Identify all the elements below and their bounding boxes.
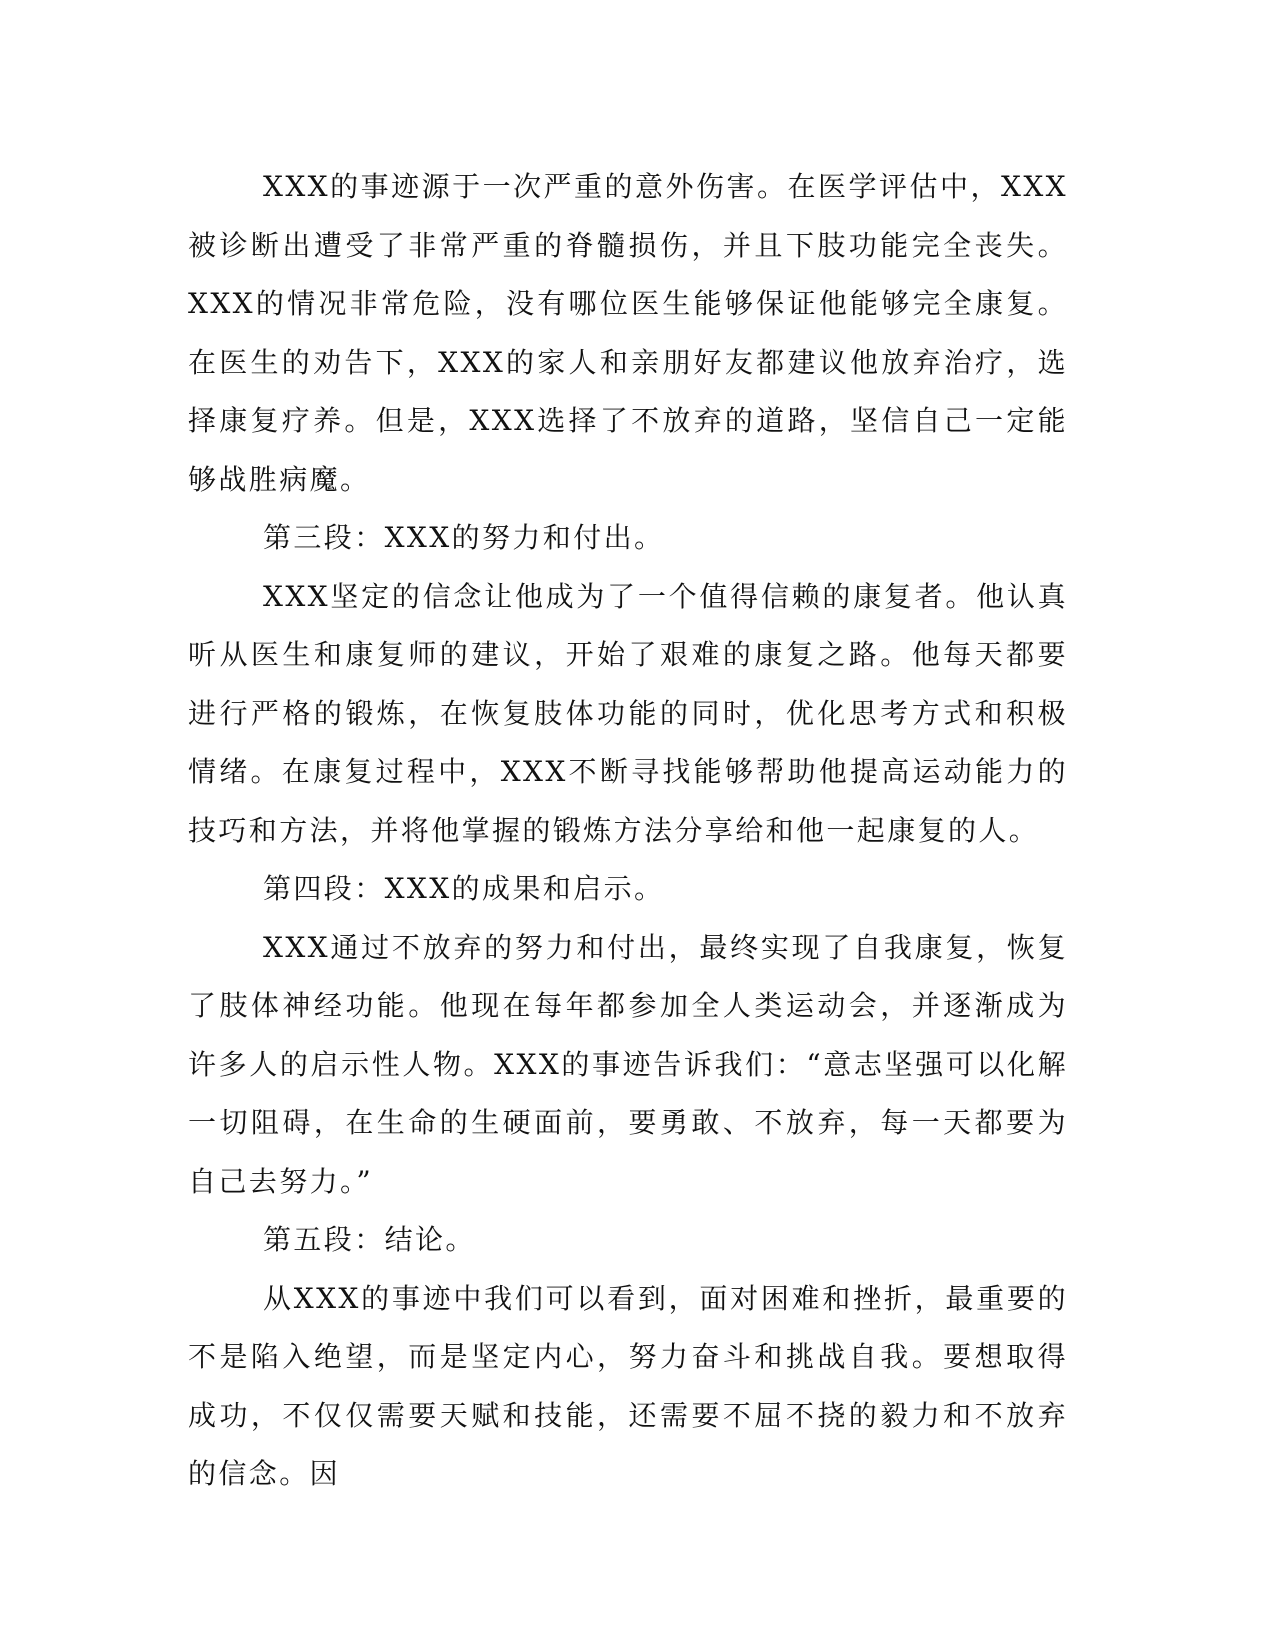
paragraph-incident: XXX的事迹源于一次严重的意外伤害。在医学评估中，XXX被诊断出遭受了非常严重的脊髓损伤，并且下肢功能完全丧失。XXX的情况非常危险，没有哪位医生能够保证他能够完全康复。在医生的劝告下，XXX的家人和亲朋好友都建议他放弃治疗，选择康复疗养。但是，XXX选择了不放弃的道路，坚信自己一定能够战胜病魔。 xyxy=(188,170,1068,496)
section-heading-3: 第三段：XXX的努力和付出。 xyxy=(263,521,665,554)
paragraph-conclusion: 从XXX的事迹中我们可以看到，面对困难和挫折，最重要的不是陷入绝望，而是坚定内心，努力奋斗和挑战自我。要想取得成功，不仅仅需要天赋和技能，还需要不屈不挠的毅力和不放弃的信念。因 xyxy=(188,1281,1068,1490)
section-heading-4: 第四段：XXX的成果和启示。 xyxy=(263,872,665,905)
section-heading-5: 第五段：结论。 xyxy=(263,1223,476,1256)
paragraph-results: XXX通过不放弃的努力和付出，最终实现了自我康复，恢复了肢体神经功能。他现在每年都参加全人类运动会，并逐渐成为许多人的启示性人物。XXX的事迹告诉我们：“意志坚强可以化解一切阻碍，在生命的生硬面前，要勇敢、不放弃，每一天都要为自己去努力。” xyxy=(188,930,1068,1198)
paragraph-effort: XXX坚定的信念让他成为了一个值得信赖的康复者。他认真听从医生和康复师的建议，开始了艰难的康复之路。他每天都要进行严格的锻炼，在恢复肢体功能的同时，优化思考方式和积极情绪。在康复过程中，XXX不断寻找能够帮助他提高运动能力的技巧和方法，并将他掌握的锻炼方法分享给和他一起康复的人。 xyxy=(188,579,1068,847)
document-body xyxy=(188,158,1068,1504)
